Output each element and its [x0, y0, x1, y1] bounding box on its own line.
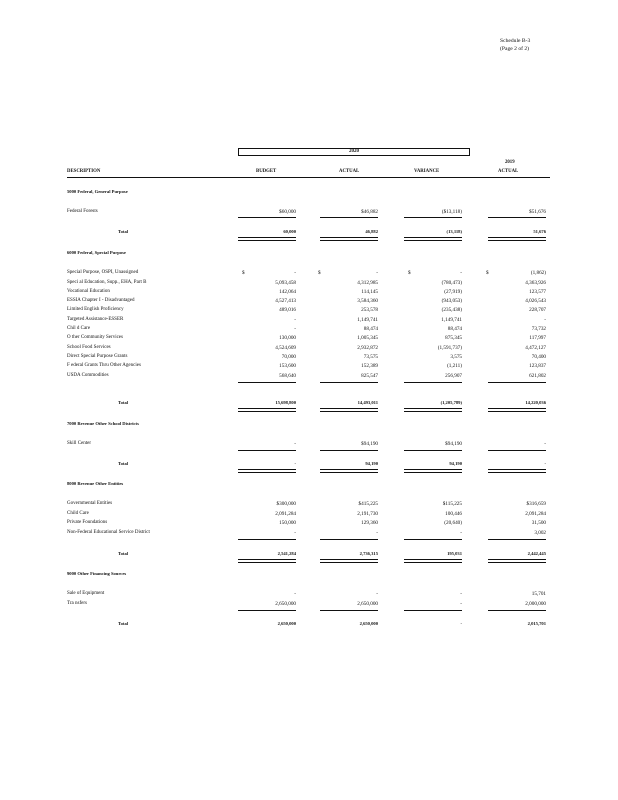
cell-variance: -: [460, 530, 462, 536]
cell-actual: 3,584,360: [357, 298, 378, 304]
cell-prior: 2,000,000: [525, 601, 546, 607]
subtotal-rule: [488, 382, 546, 383]
total-label: Total: [118, 551, 129, 556]
subtotal-rule: [320, 610, 378, 611]
currency-sym: $: [318, 270, 321, 276]
cell-budget: 489,016: [279, 307, 296, 313]
section-title: 5000 Federal, General Purpose: [67, 189, 128, 194]
cell-budget: 4,524,609: [275, 345, 296, 351]
row-desc: ESSIA Chapter I - Disadvantaged: [67, 298, 135, 303]
row-desc: Special Purpose, OSPI, Unassigned: [67, 270, 139, 275]
cell-prior: 3,002: [534, 530, 546, 536]
total-variance: -: [460, 621, 462, 626]
total-double-rule: [238, 408, 296, 412]
total-prior: 2,015,701: [527, 621, 546, 626]
cell-variance: $94,190: [445, 441, 462, 447]
cell-prior: 70,400: [531, 354, 546, 360]
cell-budget: -: [294, 441, 296, 447]
total-actual: 14,493,011: [357, 400, 378, 405]
cell-variance: ($13,118): [441, 209, 462, 215]
currency-sym: $: [408, 270, 411, 276]
cell-prior: 621,802: [529, 373, 546, 379]
cell-prior: 228,707: [529, 307, 546, 313]
cell-actual: 253,578: [361, 307, 378, 313]
variance-header: VARIANCE: [414, 169, 440, 174]
cell-prior: 4,472,127: [525, 345, 546, 351]
total-double-rule: [488, 559, 546, 563]
cell-prior: 123,837: [529, 363, 546, 369]
total-double-rule: [320, 237, 378, 241]
subtotal-rule: [488, 539, 546, 540]
cell-budget: 4,527,413: [275, 298, 296, 304]
total-prior: -: [544, 461, 546, 466]
row-desc: Child Care: [67, 511, 89, 516]
cell-actual: -: [376, 530, 378, 536]
cell-prior: 73,732: [531, 326, 546, 332]
cell-budget: 142,064: [279, 289, 296, 295]
total-variance: (13,118): [446, 229, 462, 234]
cell-actual: 152,389: [361, 363, 378, 369]
subtotal-rule: [238, 217, 296, 218]
cell-budget: 130,000: [279, 335, 296, 341]
row-desc: School Food Services: [67, 345, 111, 350]
currency-sym: $: [242, 270, 245, 276]
total-actual: 46,882: [365, 229, 378, 234]
cell-actual: $415,225: [358, 501, 378, 507]
cell-budget: -: [294, 317, 296, 323]
total-budget: 2,650,000: [277, 621, 296, 626]
actual-header: ACTUAL: [339, 169, 360, 174]
subtotal-rule: [320, 539, 378, 540]
cell-prior: (1,862): [530, 270, 546, 276]
cell-budget: -: [294, 270, 296, 276]
cell-actual: 1,005,345: [357, 335, 378, 341]
cell-variance: 875,345: [445, 335, 462, 341]
row-desc: Chil d Care: [67, 326, 91, 331]
cell-variance: 1,149,741: [441, 317, 462, 323]
cell-budget: -: [294, 591, 296, 597]
currency-sym: $: [486, 270, 489, 276]
subtotal-rule: [404, 217, 462, 218]
subtotal-rule: [488, 217, 546, 218]
total-double-rule: [404, 408, 462, 412]
cell-variance: -: [460, 601, 462, 607]
row-desc: Direct Special Purpose Grants: [67, 354, 128, 359]
total-double-rule: [320, 469, 378, 473]
total-double-rule: [320, 408, 378, 412]
cell-budget: 568,640: [279, 373, 296, 379]
section-title: 7000 Revenue Other School Districts: [67, 421, 139, 426]
cell-actual: 73,575: [363, 354, 378, 360]
description-header: DESCRIPTION: [67, 169, 101, 174]
total-variance: 94,190: [449, 461, 462, 466]
cell-budget: -: [294, 326, 296, 332]
total-budget: 60,000: [283, 229, 296, 234]
cell-actual: 825,547: [361, 373, 378, 379]
cell-variance: $115,225: [442, 501, 462, 507]
total-double-rule: [238, 237, 296, 241]
cell-prior: $316,659: [526, 501, 546, 507]
total-double-rule: [488, 237, 546, 241]
total-prior: 14,220,036: [525, 400, 546, 405]
cell-variance: (943,053): [441, 298, 462, 304]
cell-actual: 2,191,730: [357, 511, 378, 517]
subtotal-rule: [238, 382, 296, 383]
cell-prior: 4,026,543: [525, 298, 546, 304]
total-budget: 15,698,800: [275, 400, 296, 405]
year-header-box: 2020: [238, 148, 470, 156]
cell-prior: $51,676: [529, 209, 546, 215]
cell-variance: 3,575: [450, 354, 462, 360]
cell-budget: 2,091,284: [275, 511, 296, 517]
cell-prior: -: [544, 441, 546, 447]
cell-actual: 2,932,872: [357, 345, 378, 351]
cell-budget: 5,093,458: [275, 280, 296, 286]
subtotal-rule: [488, 610, 546, 611]
total-double-rule: [404, 559, 462, 563]
row-desc: O ther Community Services: [67, 335, 123, 340]
subtotal-rule: [404, 610, 462, 611]
cell-budget: -: [294, 530, 296, 536]
total-double-rule: [404, 237, 462, 241]
cell-actual: 88,474: [363, 326, 378, 332]
cell-actual: 129,360: [361, 520, 378, 526]
total-double-rule: [238, 559, 296, 563]
subtotal-rule: [404, 382, 462, 383]
total-actual: 2,650,000: [359, 621, 378, 626]
total-double-rule: [238, 469, 296, 473]
subtotal-rule: [238, 610, 296, 611]
total-prior: 51,676: [533, 229, 546, 234]
cell-variance: 100,446: [445, 511, 462, 517]
section-title: 8000 Revenue Other Entities: [67, 481, 124, 486]
total-actual: 2,736,315: [359, 551, 378, 556]
subtotal-rule: [320, 382, 378, 383]
cell-prior: 15,701: [531, 591, 546, 597]
cell-prior: 117,997: [529, 335, 546, 341]
total-double-rule: [488, 408, 546, 412]
row-desc: Non-Federal Educational Service District: [67, 530, 150, 535]
row-desc: Targeted Assistance-ESSER: [67, 317, 124, 322]
row-desc: Speci al Education, Supp., EHA, Part B: [67, 280, 147, 285]
total-label: Total: [118, 400, 129, 405]
total-variance: 195,031: [447, 551, 462, 556]
row-desc: F ederal Grants Thru Other Agencies: [67, 363, 141, 368]
cell-actual: $94,190: [361, 441, 378, 447]
subtotal-rule: [238, 450, 296, 451]
cell-actual: 1,149,741: [357, 317, 378, 323]
subtotal-rule: [238, 539, 296, 540]
row-desc: Vocational Education: [67, 289, 110, 294]
total-budget: 2,541,284: [277, 551, 296, 556]
cell-variance: 88,474: [447, 326, 462, 332]
cell-variance: -: [460, 270, 462, 276]
total-variance: (1,205,789): [440, 400, 462, 405]
row-desc: Skill Center: [67, 441, 92, 446]
total-label: Total: [118, 621, 129, 626]
row-desc: Sale of Equipment: [67, 591, 105, 596]
cell-prior: 4,363,926: [525, 280, 546, 286]
row-desc: Private Foundations: [67, 520, 108, 525]
row-desc: USDA Commodities: [67, 373, 109, 378]
row-desc: Governmental Entities: [67, 501, 113, 506]
budget-header: BUDGET: [256, 169, 277, 174]
cell-variance: (780,473): [441, 280, 462, 286]
cell-variance: (27,919): [444, 289, 462, 295]
row-desc: Federal Forests: [67, 209, 98, 214]
cell-budget: 150,000: [279, 520, 296, 526]
cell-variance: -: [460, 591, 462, 597]
cell-budget: 153,600: [279, 363, 296, 369]
cell-prior: 31,500: [531, 520, 546, 526]
total-actual: 94,190: [365, 461, 378, 466]
prior-actual-header: ACTUAL: [498, 169, 519, 174]
cell-prior: 2,091,284: [525, 511, 546, 517]
total-budget: -: [294, 461, 296, 466]
subtotal-rule: [320, 217, 378, 218]
total-prior: 2,442,445: [527, 551, 546, 556]
cell-actual: $46,882: [361, 209, 378, 215]
total-label: Total: [118, 229, 129, 234]
cell-actual: 2,650,000: [357, 601, 378, 607]
cell-prior: -: [544, 317, 546, 323]
subtotal-rule: [320, 450, 378, 451]
section-title: 6000 Federal, Special Purpose: [67, 250, 126, 255]
cell-variance: (1,591,737): [437, 345, 462, 351]
schedule-label: Schedule B-3: [500, 38, 531, 44]
header-rule: [67, 177, 550, 178]
subtotal-rule: [404, 450, 462, 451]
total-double-rule: [320, 559, 378, 563]
total-double-rule: [488, 469, 546, 473]
row-desc: Tra nsfers: [67, 601, 87, 606]
cell-variance: (235,438): [441, 307, 462, 313]
cell-variance: (1,211): [447, 363, 462, 369]
prior-year-header: 2019: [505, 160, 515, 165]
cell-actual: 4,312,985: [357, 280, 378, 286]
cell-budget: 70,000: [281, 354, 296, 360]
cell-actual: -: [376, 591, 378, 597]
cell-actual: 114,145: [361, 289, 378, 295]
section-title: 9000 Other Financing Sources: [67, 571, 127, 576]
cell-variance: (20,640): [444, 520, 462, 526]
subtotal-rule: [404, 539, 462, 540]
cell-actual: -: [376, 270, 378, 276]
total-double-rule: [404, 469, 462, 473]
cell-budget: $300,000: [276, 501, 296, 507]
cell-budget: $60,000: [279, 209, 296, 215]
cell-variance: 256,907: [445, 373, 462, 379]
row-desc: Limited English Proficiency: [67, 307, 124, 312]
subtotal-rule: [488, 450, 546, 451]
cell-prior: 123,577: [529, 289, 546, 295]
total-label: Total: [118, 461, 129, 466]
cell-budget: 2,650,000: [275, 601, 296, 607]
page-label: (Page 2 of 2): [500, 46, 530, 52]
